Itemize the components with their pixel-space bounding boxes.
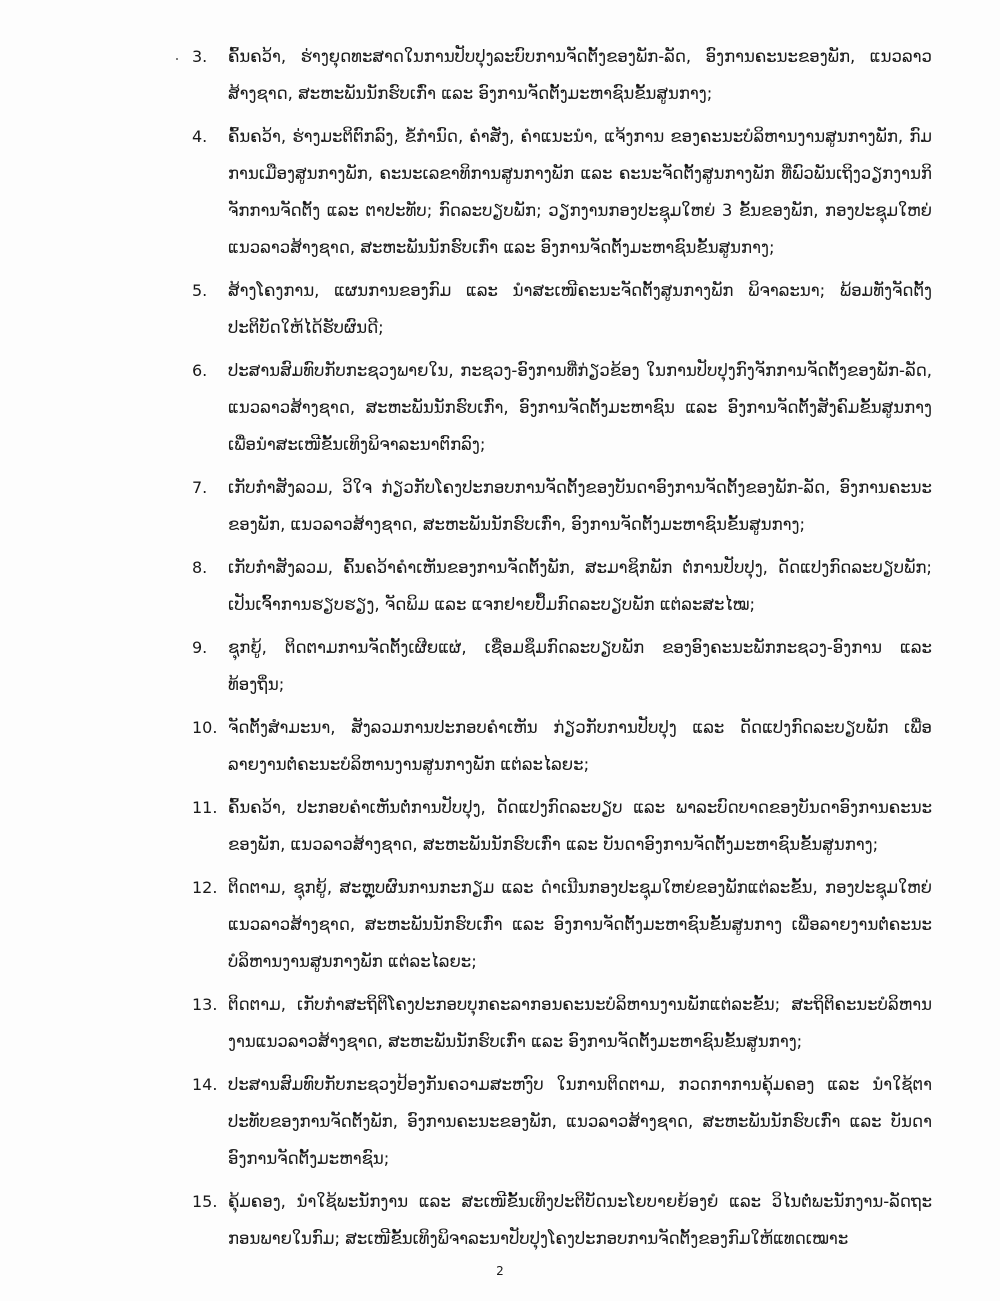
list-item [192, 709, 932, 783]
item-number: 13. [192, 995, 218, 1014]
item-text: ປະສານສົມທົບກັບກະຊວງພາຍໃນ, ກະຊວງ-ອົງການທີ່ກ່ຽວຂ້ອງ ໃນການປັບປຸງກົງຈັກການຈັດຕັ້ງຂອງພັກ-ລັດ, ແນວລາວສ້າງຊາດ, ສະຫະພັນນັກຮົບເກົ່າ, ອົງການຈັດຕັ້ງມະຫາຊົນ ແລະ ອົງການຈັດຕັ້ງສັງຄົມຂັ້ນສູນກາງ ເພື່ອນຳສະເໜີຂັ້ນເທິງພິຈາລະນາຕົກລົງ; [228, 361, 932, 454]
page-number: 2 [496, 1264, 504, 1278]
item-text: ຄົ້ນຄວ້າ, ປະກອບຄຳເຫັນຕໍ່ການປັບປຸງ, ດັດແປງກົດລະບຽບ ແລະ ພາລະບົດບາດຂອງບັນດາອົງການຄະນະຂອງພັກ, ແນວລາວສ້າງຊາດ, ສະຫະພັນນັກຮົບເກົ່າ ແລະ ບັນດາອົງການຈັດຕັ້ງມະຫາຊົນຂັ້ນສູນກາງ; [228, 798, 932, 854]
item-text: ເກັບກຳສັງລວມ, ວິໃຈ ກ່ຽວກັບໂຄງປະກອບການຈັດຕັ້ງຂອງບັນດາອົງການຈັດຕັ້ງຂອງພັກ-ລັດ, ອົງການຄະນະຂອງພັກ, ແນວລາວສ້າງຊາດ, ສະຫະພັນນັກຮົບເກົ່າ, ອົງການຈັດຕັ້ງມະຫາຊົນຂັ້ນສູນກາງ; [228, 478, 932, 534]
list-item [192, 789, 932, 863]
list-item [192, 352, 932, 463]
list-item [192, 38, 932, 112]
item-text: ຊຸກຍູ້, ຕິດຕາມການຈັດຕັ້ງເຜີຍແຜ່, ເຊື່ອມຊຶມກົດລະບຽບພັກ ຂອງອົງຄະນະພັກກະຊວງ-ອົງການ ແລະ ທ້ອງຖິ່ນ; [228, 638, 932, 694]
item-number: 6. [192, 361, 208, 380]
list-item [192, 1066, 932, 1177]
item-number: 8. [192, 558, 208, 577]
item-text: ຈັດຕັ້ງສຳມະນາ, ສັງລວມການປະກອບຄຳເຫັນ ກ່ຽວກັບການປັບປຸງ ແລະ ດັດແປງກົດລະບຽບພັກ ເພື່ອລາຍງານຕໍ່ຄະນະບໍລິຫານງານສູນກາງພັກ ແຕ່ລະໄລຍະ; [228, 718, 932, 774]
item-number: 15. [192, 1192, 218, 1211]
list-item [192, 869, 932, 980]
item-number: 14. [192, 1075, 218, 1094]
item-number: 3. [192, 47, 208, 66]
item-number: 5. [192, 281, 208, 300]
item-text: ເກັບກຳສັງລວມ, ຄົ້ນຄວ້າຄຳເຫັນຂອງການຈັດຕັ້ງພັກ, ສະມາຊິກພັກ ຕໍ່ການປັບປຸງ, ດັດແປງກົດລະບຽບພັກ; ເປັນເຈົ້າການຮຽບຮຽງ, ຈັດພິມ ແລະ ແຈກຢາຍປຶ້ມກົດລະບຽບພັກ ແຕ່ລະສະໄໝ; [228, 558, 932, 614]
item-text: ຕິດຕາມ, ເກັບກຳສະຖິຕິໂຄງປະກອບບຸກຄະລາກອນຄະນະບໍລິຫານງານພັກແຕ່ລະຂັ້ນ; ສະຖິຕິຄະນະບໍລິຫານງານແນວລາວສ້າງຊາດ, ສະຫະພັນນັກຮົບເກົ່າ ແລະ ອົງການຈັດຕັ້ງມະຫາຊົນຂັ້ນສູນກາງ; [228, 995, 932, 1051]
item-text: ສ້າງໂຄງການ, ແຜນການຂອງກົມ ແລະ ນຳສະເໜີຄະນະຈັດຕັ້ງສູນກາງພັກ ພິຈາລະນາ; ພ້ອມທັງຈັດຕັ້ງປະຕິບັດໃຫ້ໄດ້ຮັບຜົນດີ; [228, 281, 932, 337]
item-text: ຄົ້ນຄວ້າ, ຮ່າງມະຕິຕົກລົງ, ຂໍ້ກຳນົດ, ຄຳສັ່ງ, ຄຳແນະນຳ, ແຈ້ງການ ຂອງຄະນະບໍລິຫານງານສູນກາງພັກ, ກົມການເມືອງສູນກາງພັກ, ຄະນະເລຂາທິການສູນກາງພັກ ແລະ ຄະນະຈັດຕັ້ງສູນກາງພັກ ທີ່ພົວພັນເຖິງວຽກງານກິຈັກການຈັດຕັ້ງ ແລະ ຕາປະທັບ; ກົດລະບຽບພັກ; ວຽກງານກອງປະຊຸມໃຫຍ່ 3 ຂັ້ນຂອງພັກ, ກອງປະຊຸມໃຫຍ່ແນວລາວສ້າງຊາດ, ສະຫະພັນນັກຮົບເກົ່າ ແລະ ອົງການຈັດຕັ້ງມະຫາຊົນຂັ້ນສູນກາງ; [228, 127, 932, 257]
item-number: 7. [192, 478, 208, 497]
list-item [192, 118, 932, 266]
list-item [192, 629, 932, 703]
list-item [192, 549, 932, 623]
list-item [192, 469, 932, 543]
scan-speck [176, 58, 178, 60]
duties-list [192, 38, 932, 1263]
list-item [192, 272, 932, 346]
item-text: ປະສານສົມທົບກັບກະຊວງປ້ອງກັນຄວາມສະຫງົບ ໃນການຕິດຕາມ, ກວດກາການຄຸ້ມຄອງ ແລະ ນຳໃຊ້ຕາປະທັບຂອງການຈັດຕັ້ງພັກ, ອົງການຄະນະຂອງພັກ, ແນວລາວສ້າງຊາດ, ສະຫະພັນນັກຮົບເກົ່າ ແລະ ບັນດາອົງການຈັດຕັ້ງມະຫາຊົນ; [228, 1075, 932, 1168]
list-item [192, 986, 932, 1060]
item-number: 12. [192, 878, 218, 897]
item-text: ຄົ້ນຄວ້າ, ຮ່າງຍຸດທະສາດໃນການປັບປຸງລະບົບການຈັດຕັ້ງຂອງພັກ-ລັດ, ອົງການຄະນະຂອງພັກ, ແນວລາວສ້າງຊາດ, ສະຫະພັນນັກຮົບເກົ່າ ແລະ ອົງການຈັດຕັ້ງມະຫາຊົນຂັ້ນສູນກາງ; [228, 47, 932, 103]
list-item [192, 1183, 932, 1257]
item-number: 10. [192, 718, 218, 737]
item-text: ຄຸ້ມຄອງ, ນຳໃຊ້ພະນັກງານ ແລະ ສະເໜີຂັ້ນເທິງປະຕິບັດນະໂຍບາຍຍ້ອງຍໍ ແລະ ວິໄນຕໍ່ພະນັກງານ-ລັດຖະກອນພາຍໃນກົມ; ສະເໜີຂັ້ນເທິງພິຈາລະນາປັບປຸງໂຄງປະກອບການຈັດຕັ້ງຂອງກົມໃຫ້ແທດເໝາະ [228, 1192, 932, 1248]
item-number: 4. [192, 127, 208, 146]
item-number: 9. [192, 638, 208, 657]
item-text: ຕິດຕາມ, ຊຸກຍູ້, ສະຫຼຸບຜົນການກະກຽມ ແລະ ດຳເນີນກອງປະຊຸມໃຫຍ່ຂອງພັກແຕ່ລະຂັ້ນ, ກອງປະຊຸມໃຫຍ່ແນວລາວສ້າງຊາດ, ສະຫະພັນນັກຮົບເກົ່າ ແລະ ອົງການຈັດຕັ້ງມະຫາຊົນຂັ້ນສູນກາງ ເພື່ອລາຍງານຕໍ່ຄະນະບໍລິຫານງານສູນກາງພັກ ແຕ່ລະໄລຍະ; [228, 878, 932, 971]
item-number: 11. [192, 798, 218, 817]
